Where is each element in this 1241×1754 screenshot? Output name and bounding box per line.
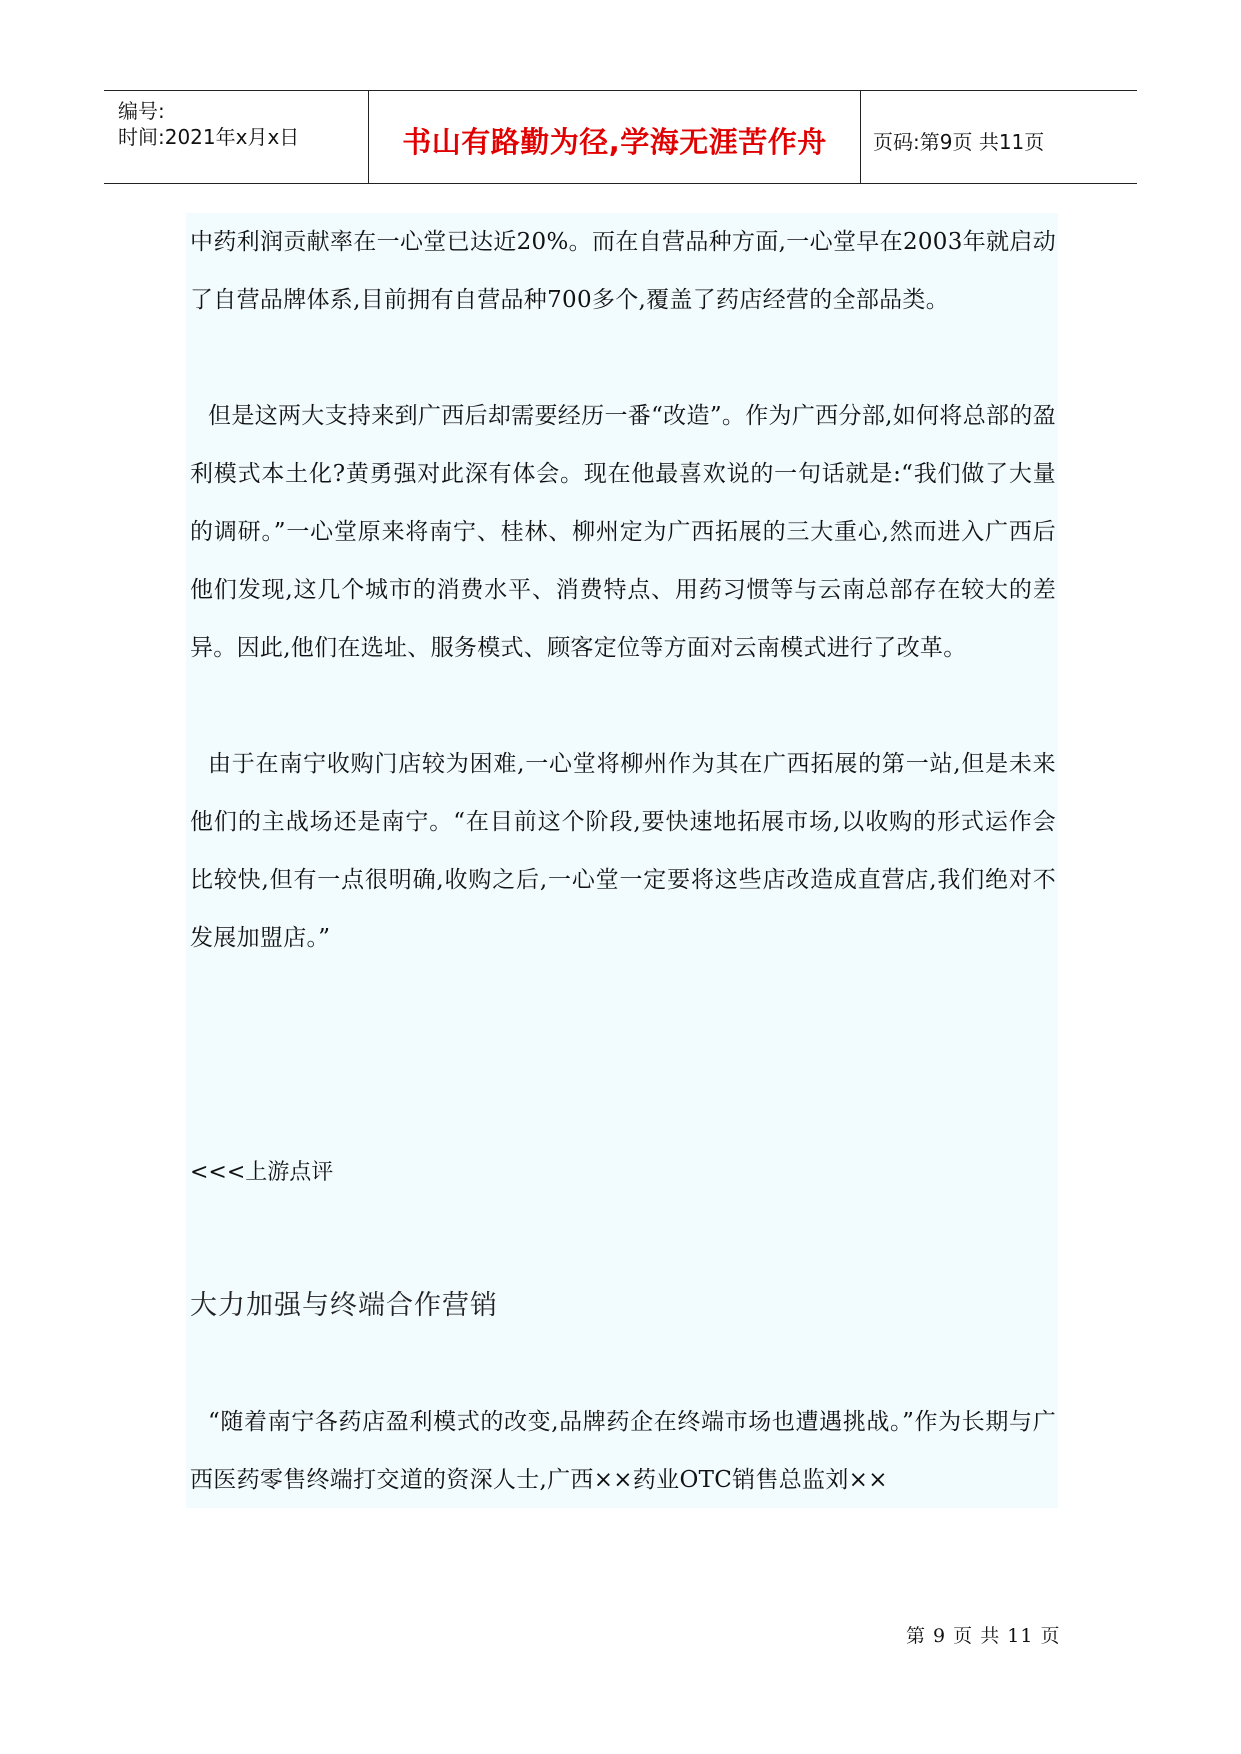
header-page-cell: [861, 91, 1137, 183]
document-body: [186, 213, 1058, 1508]
header-motto: 书山有路勤为径,学海无涯苦作舟: [402, 124, 827, 159]
document-date-label: 时间:2021年x月x日: [118, 125, 300, 149]
paragraph: 但是这两大支持来到广西后却需要经历一番“改造”。作为广西分部,如何将总部的盈利模式本土化?黄勇强对此深有体会。现在他最喜欢说的一句话就是:“我们做了大量的调研。”一心堂原来将南宁、桂林、柳州定为广西拓展的三大重心,然而进入广西后他们发现,这几个城市的消费水平、消费特点、用药习惯等与云南总部存在较大的差异。因此,他们在选址、服务模式、顾客定位等方面对云南模式进行了改革。: [190, 403, 1056, 661]
paragraph: 中药利润贡献率在一心堂已达近20%。而在自营品种方面,一心堂早在2003年就启动了自营品牌体系,目前拥有自营品种700多个,覆盖了药店经营的全部品类。: [190, 229, 1056, 313]
header-page-code: 页码:第9页 共11页: [873, 129, 1045, 154]
paragraph: “随着南宁各药店盈利模式的改变,品牌药企在终端市场也遭遇挑战。”作为长期与广西医药零售终端打交道的资深人士,广西××药业OTC销售总监刘××: [190, 1409, 1056, 1493]
header-motto-cell: [369, 91, 861, 183]
paragraph: 由于在南宁收购门店较为困难,一心堂将柳州作为其在广西拓展的第一站,但是未来他们的主战场还是南宁。“在目前这个阶段,要快速地拓展市场,以收购的形式运作会比较快,但有一点很明确,收购之后,一心堂一定要将这些店改造成直营店,我们绝对不发展加盟店。”: [190, 751, 1056, 951]
page-footer: 第 9 页 共 11 页: [906, 1625, 1061, 1647]
section-heading: 大力加强与终端合作营销: [190, 1290, 498, 1321]
header-info-cell: [104, 91, 369, 183]
document-number-label: 编号:: [118, 99, 165, 123]
page-header: [104, 90, 1137, 184]
upstream-review-link[interactable]: <<<上游点评: [190, 1160, 334, 1185]
